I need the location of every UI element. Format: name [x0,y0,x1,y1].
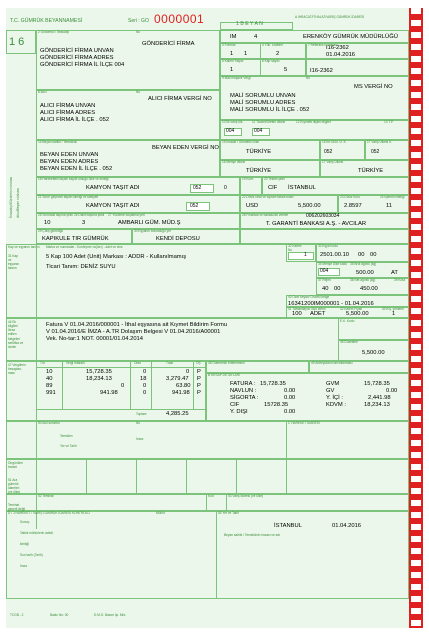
finance-code: 006202603034 [306,213,340,219]
destination-country: TÜRKİYE [358,168,384,174]
account-left-value: 15728.35 [264,402,289,408]
exchange-label: 23 Döviz Kuru [340,195,361,199]
item-number-cell [288,252,314,260]
account-right-label: KDVM : [326,402,346,408]
currency-code: USD [246,203,259,209]
account-right-label: GVM [326,381,340,387]
receiver-label: 8 Alıcı [38,90,47,94]
tax-rate: 0 [143,390,147,396]
border-mode-label: 25 Sınırdaki taşıma şekli [38,213,73,217]
account-details-label: B HESAP DETAYLARI [208,373,240,377]
account-left-value: 0.00 [284,409,296,415]
reference-label: 7 Referans numarası [308,43,338,47]
valuation-method-label: 43 Kıy. yöntemi [382,307,404,311]
guarantee-invalid-label: Teminat geçerli değil [8,503,26,512]
account-left-label: SİGORTA : [230,395,259,401]
receiver-no-label: No [136,90,141,94]
prior-document: 16341200IM000001 - 01.04.2016 [288,301,374,307]
financial-line-1: MALİ SORUMLU UNVAN [230,93,296,99]
inland-mode: 3 [82,220,86,226]
tax-rate: 18 [140,376,147,382]
net-weight-label: 38 Net ağırlık (kg) [350,278,376,282]
form-title: T.C. GÜMRÜK BEYANNAMESİ [10,18,83,24]
item-number-label: 32 Kalem [288,244,302,248]
quota-label: 39 Kota [394,278,405,282]
tax-type: 40 [46,376,53,382]
commodity-code-a: 00 [358,252,365,258]
warehouse-label: 49 Antrepoların tanımlanması [311,361,353,365]
beyan-label: 1 B E Y A N [236,21,263,27]
container-label: 19 Kont. [242,177,254,181]
tax-base: 18,234.13 [86,376,112,382]
vertical-label-2: Alıcı/Beyan nüshası [16,188,20,218]
account-left-label: Y. DIŞI [230,409,248,415]
customs-office: ERENKÖY GÜMRÜK MÜDÜRLÜĞÜ [303,34,398,40]
adjustment-label: 45 Düzeltme [340,340,358,344]
receiver-line-1: ALICI FİRMA UNVAN [40,103,96,109]
trade-country-label: 11 Ticaret/Üretim ülkesi [252,120,286,124]
transaction-value: 11 [386,203,393,209]
border-vehicle-code: 052 [190,203,199,209]
control-label: D / J HAREKET / VARIŞ GÜMRÜK İDARESİ KONTROLÜ [8,511,90,515]
exit-office: KAPIKULE TIR GÜMRÜK [42,236,109,242]
tax-os: P [197,383,201,389]
delivery-place: İSTANBUL [288,185,316,191]
financial-line-3: MALİ SORUMLU İL İLÇE . 052 [230,107,310,113]
loading-place-label: 27 Yükleme boşaltma yeri [108,213,145,217]
customs-declaration-form [6,8,409,628]
goods-left-sub: 31 Kap ve eşyanın tanımı [8,254,20,271]
regime-label: 37 Rejim [318,278,331,282]
office-ref: I16-2362 [326,45,349,51]
reference-value: I16-2362 [310,68,333,74]
copy-no: 1 6 [9,36,25,48]
declarant-name-right: BEYAN EDEN VERGİ NO [152,145,219,151]
delivery-terms: CIF [268,185,278,191]
tax-total: 4,285.25 [166,411,189,417]
lists-value: 2 [276,51,280,57]
destination-code: 052 [371,149,380,155]
tax-amount: 0 [186,369,190,375]
receiver-name-right: ALICI FİRMA VERGİ NO [148,96,212,102]
tax-type: 991 [46,390,56,396]
items-label: 5 Kalem Sayısı [222,59,244,63]
supplementary-qty: 100 [292,311,302,317]
vertical-label-1: İhracatçı/Gönderici nüshası [9,176,13,218]
sender-line-3: GÖNDERİCİ FİRMA İL İLÇE 004 [40,62,125,68]
tax-header-amount: Tutar [166,361,174,365]
account-left-value: 15,728.35 [260,381,286,387]
seals-count-label: Tatbik mühürlerin adedi [20,531,53,535]
border-mode: 10 [44,220,51,226]
financial-name-right: MS VERGİ NO [354,84,393,90]
goods-sub-label: Marka ve numaralar - Konteyner no(ları) - adet ve cins [46,245,123,249]
commodity-code-b: 00 [370,252,377,258]
declarant-line-2: BEYAN EDEN ADRES [40,159,99,165]
place-date-label: Yer ve Tarih [60,444,77,448]
tax-base: 941.98 [100,390,118,396]
deferred-payment-label: 48 Ödemenin ertelenmesi [208,361,245,365]
origin-code: 004 [320,268,329,274]
currency-label: 22 Döviz cinsi ve toplam fatura tutarı [242,195,294,199]
first-arrival-value: 004 [226,128,235,134]
forms-label: 3 Formlar [222,43,236,47]
goods-line-2: Ticari Tanım: DENİZ SUYU [46,264,116,270]
account-right-label: GV [326,388,335,394]
supplementary-label: 41 Tamamlayıcı ölçü birimi [288,307,326,311]
tax-header-type: Tür [40,361,45,365]
footer-print-no: Baskı No: 00 [50,613,69,617]
tax-os: P [197,390,201,396]
ek-code-label: E.K. Kodu [340,319,355,323]
account-left-value: 0.00 [284,395,296,401]
serial-label: Seri : GO [128,18,149,24]
sender-no-label: No [136,30,141,34]
vehicle-value: KAMYON TAŞIT ADI [86,185,140,191]
loading-place: AMBARLI GÜM. MÜD.Ş [118,220,181,226]
tax-base: 0 [121,383,125,389]
first-arrival-label: 10 İlk varış ülk. [222,120,244,124]
transit-label: Öngörülen transit [8,461,23,470]
perforation-strip [409,8,423,628]
account-right-value: 18,234.13 [364,402,390,408]
guarantee-code-label: Kod [208,494,214,498]
buyer-box [240,229,409,244]
vehicle-label: 18 Hareketteki taşıtın kayıtlı olduğu ülke ve kimliği [38,177,109,181]
tax-header-os: ÖŞ [196,361,201,365]
tax-os: P [197,376,201,382]
border-vehicle-value: KAMYON TAŞIT ADI [86,203,140,209]
border-vehicle-label: 21 Sınırı geçecek taşıtın kimliği ve tabiiyeti [38,195,99,199]
principal-label: 50 Asıl sorumlu [38,421,60,425]
principal-signature-label: İmza: [136,437,144,441]
im-number: 4 [254,34,258,40]
tp-label: 13 T.P. [384,120,394,124]
declarant-line-3: BEYAN EDEN İL İLÇE . 052 [40,166,113,172]
seals-id-label: kimliği [20,542,29,546]
origin-country: TÜRKİYE [246,168,272,174]
adjustment-value: 5,500.00 [362,350,385,356]
origin-label: 16 Menşe ülkesi [222,160,246,164]
account-left-label: FATURA : [230,381,256,387]
invoice-amount: 5,500.00 [298,203,321,209]
principal-section [6,421,409,459]
trade-country-value: 004 [254,128,263,134]
delivery-label: 20 Teslim şekli [264,177,285,181]
deadline-label: Son tarih (Tarih) [20,553,43,557]
sender-line-1: GÖNDERİCİ FİRMA UNVAN [40,48,114,54]
gross-weight-label: 35 Brüt ağırlık (kg) [350,262,377,266]
forms-a: 1 [230,51,234,57]
dispatch-code: 052 [324,149,333,155]
declarant-signature-label: Beyan sahibi / Temsilcinin imzası ve adı [224,533,281,537]
goods-location: KENDİ DEPOSU [156,236,200,242]
account-left-label: NAVLUN : [230,388,257,394]
transaction-label: 24 İşlemin niteliği [380,195,405,199]
tax-base: 15,728.35 [86,369,112,375]
exchange-rate: 2.8597 [344,203,362,209]
office-of-departure-label: C HAREKET İDARESİ [288,421,320,425]
financial-no-label: No [306,76,311,80]
vehicle-n: 0 [224,185,227,191]
tax-type: 89 [46,383,53,389]
guarantee-label: 52 Teminat [38,494,54,498]
item-number: 1 [304,252,307,258]
additional-line-3: Vek. No-tar:1 NOT. 00001/01.04.2014 [46,336,143,342]
im-code: IM [230,34,237,40]
tax-os: P [197,369,201,375]
destination-code-label: 17 Varış Ülkesi K. [367,140,393,144]
prior-document-label: 40 Özet beyan/ Önceki belge [288,295,330,299]
sender-line-2: GÖNDERİCİ FİRMA ADRES [40,55,114,61]
tax-type: 10 [46,369,53,375]
seal-label: Mühür [156,511,166,515]
principal-no-label: No [136,421,141,425]
additional-line-2: V 01.04.2016/E İMZA - A.TR Dolaşım Belgesi V 01.04.2016/A00001 [46,329,221,335]
origin-code-label: 34 Menşe Ülke kodu [318,262,348,266]
tax-amount: 63.80 [176,383,191,389]
commodity-code: 2501.00.10 [320,252,350,258]
tax-rate: 0 [143,369,147,375]
footer-printer: D.M.O. Basım İşi. Mrk. [94,613,127,617]
lists-label: 4 Yük. Listeleri [262,43,283,47]
destination-label: 17 Varış Ülkesi [322,160,344,164]
transit-offices-label: 51 Ara gümrük idareleri (ve ülke) [8,478,21,495]
items-value: 1 [230,67,234,73]
place-date-54-label: 54 Yer ve Tarih [218,511,240,515]
sender-label: 2 Gönderici / İhracatçı [38,30,70,34]
inland-mode-label: 26 Dahili taşıma şekli [74,213,105,217]
account-right-value: 2,441.98 [368,395,391,401]
item-price-label: 42 Kalem Fiyatı [340,307,363,311]
item-price: 5,500.00 [346,311,369,317]
forms-b: 1 [244,51,248,57]
goods-location-label: 30 Eşyanın bulunduğu yer [134,229,172,233]
exit-office-label: 29 Çıkış gümrüğü [38,229,64,233]
account-left-label: CIF [230,402,240,408]
value-info-label: 12 Kıymete ilişkin bilgiler [296,120,331,124]
financial-line-2: MALİ SORUMLU ADRES [230,100,296,106]
valuation-method: 1 [392,311,396,317]
finance-label: 28 Finansal ve bankacılık verileri [242,213,289,217]
dispatch-country: TÜRKİYE [246,149,272,155]
receiver-line-3: ALICI FİRMA İL İLÇE . 052 [40,117,110,123]
control-signature-label: İmza [20,564,27,568]
sender-name-right: GÖNDERİCİ FİRMA [142,41,195,47]
goods-left-label: Kap ve eşyanın tanımı [8,245,40,249]
tax-amount: 3,279.47 [166,376,189,382]
tax-total-label: Toplam: [136,412,148,416]
item-no-label: No [288,248,293,252]
gross-unit: AT [391,270,398,276]
tax-amount: 941.98 [172,390,190,396]
taxes-left-label: 47 Vergilerin hesaplan- ması [8,363,26,376]
account-right-value: 15,728.35 [364,381,390,387]
office-date: 01.04.2016 [326,52,356,58]
net-weight: 450.00 [360,286,378,292]
transit-section [6,459,409,494]
declarant-line-1: BEYAN EDEN UNVAN [40,152,99,158]
additional-line-1: Fatura V 01.04.2016/000001 - İthal eşyasına ait Kıymet Bildirim Formu [46,322,228,328]
additional-info-label: 44 Ek bilgiler/ İbraz edilen belgeler/ sertifika ve izinler [8,320,24,349]
form-number: 0000001 [154,12,205,26]
destination-office-label: 53 Varış İdaresi (ve ülke) [228,494,264,498]
tax-header-rate: Oran [134,361,142,365]
control-result-label: Sonuç: [20,520,30,524]
dispatch-code-label: 15 İhr./Gön. Ü. K. [322,140,347,144]
supplementary-unit: ADET [310,311,326,317]
declarant-label: 14 Beyan sahibi / Temsilcisi [38,140,77,144]
financial-label: 9 Mali müşavir Vergi [222,76,251,80]
packages-label: 6 Kap sayısı [262,59,280,63]
signing-place: İSTANBUL [274,523,302,529]
represented-label: Temsilen [60,434,73,438]
top-right-label: A İHRACAT/İTHALAT/VARIŞ GÜMRÜK İDARESİ [295,15,365,19]
footer-form-code: TCGB - 2 [10,613,24,617]
vehicle-code: 052 [193,185,202,191]
bank-name: T. GARANTİ BANKASI A.Ş. - AVCILAR [266,221,367,227]
signing-date: 01.04.2016 [332,523,362,529]
gross-weight: 500.00 [356,270,374,276]
goods-line-1: 5 Kap 100 Adet (Unit) Markası : ADDR - Kullanılmamış [46,254,187,260]
packages-value: 5 [284,67,288,73]
dispatch-country-label: 15 İhracat / Gönderici ülke [222,140,260,144]
account-left-value: 0.00 [284,388,296,394]
tax-rate: 0 [143,383,147,389]
account-right-value: 0.00 [386,388,398,394]
tax-header-base: Vergi matrahı [66,361,85,365]
receiver-line-2: ALICI FİRMA ADRES [40,110,96,116]
regime-code-b: 00 [334,286,341,292]
account-right-label: Y. İÇİ : [326,395,343,401]
regime-code: 40 [322,286,329,292]
commodity-code-label: 33 Eşya Kodu [318,244,338,248]
